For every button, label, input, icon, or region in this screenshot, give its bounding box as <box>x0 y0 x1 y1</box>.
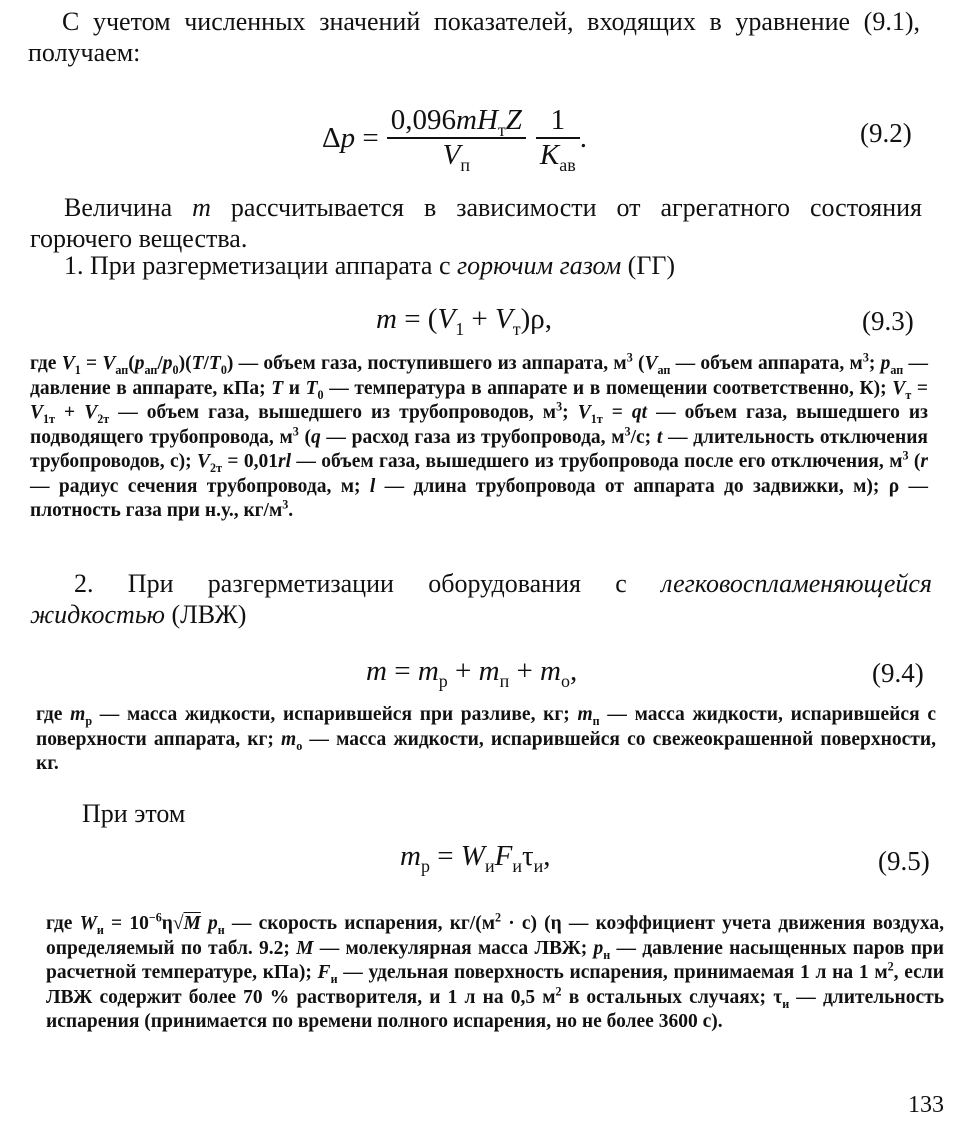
eq-9-2-fraction-kav <box>536 104 580 175</box>
equation-number-9-5: (9.5) <box>878 846 930 876</box>
eq-9-2-fraction-main <box>387 104 526 175</box>
eq-9-2-lhs: Δp = <box>322 121 379 154</box>
page-number: 133 <box>908 1092 944 1118</box>
item-1-heading: 1. При разгерметизации аппарата с горючим газом (ГГ) <box>64 251 676 280</box>
equation-number-9-3: (9.3) <box>862 306 914 336</box>
note-9-3-definitions: где $V_1 = V_{ап}(p_{ап}/p_0)(T/T_0)$ — объем газа, поступившего из аппарата, $м^3$ ($V_{ап}$ — объем аппарата, $м^3$; $p_{ап}$ — давление в аппарате, кПа; T и $T_0$ — температура в аппарате и в помещении соответственно, К); $V_т = V_{1т} + V_{2т}$ — объем газа, вышедшего из трубопроводов, $м^3$; $V_{1т}$ = qt — объем газа, вышедшего из подводящего трубопровода, $м^3$ (q — расход газа из трубопровода, $м^3/с$; t — длительность отключения трубопроводов, с); $V_{2т} = 0,01rl$ — объем газа, вышедшего из трубопровода после его отключения, $м^3$ (r — радиус сечения трубопровода, м; l — длина трубопровода от аппарата до задвижки, м); ρ — плотность газа при н.у., $кг/м^3$. <box>30 350 929 521</box>
note-9-4-definitions: где $m_р$ — масса жидкости, испарившейся при разливе, кг; $m_п$ — масса жидкости, испарившейся с поверхности аппарата, кг; $m_о$ — масса жидкости, испарившейся со свежеокрашенной поверхности, кг. <box>36 704 936 774</box>
eq-9-2-denominator-2: $K_{ав}$ <box>539 139 576 175</box>
note-9-5-definitions: где $W_и = 10^{-6}\eta√M$ $p_н$ — скорость испарения, $кг/(м^2 \cdot с)$ (η — коэффициент учета движения воздуха, определяемый по табл. 9.2; M — молекулярная масса ЛВЖ; $p_н$ — давление насыщенных паров при расчетной температуре, кПа); $F_и$ — удельная поверхность испарения, принимаемая 1 л на 1 $м^2$, если ЛВЖ содержит более 70 % растворителя, и 1 л на 0,5 $м^2$ в остальных случаях; $\tau_и$ — длительность испарения (принимается по времени полного испарения, но не более 3600 с). <box>46 910 945 1032</box>
equation-9-4: $m = m_р + m_п + m_о$, <box>366 655 578 691</box>
intro-paragraph: С учетом численных значений показателей, входящих в уравнение (9.1), получаем: <box>28 7 920 67</box>
equation-9-2 <box>322 98 587 178</box>
equation-9-5: $m_р = W_иF_и\tau_и$, <box>400 840 551 876</box>
paragraph-pri-etom: При этом <box>82 799 186 828</box>
eq-9-2-numerator: $0,096mH_тZ$ <box>387 104 526 139</box>
paragraph-m-calculation: Величина m рассчитывается в зависимости от агрегатного состояния горючего вещества. <box>30 193 922 253</box>
equation-9-3: $m = (V_1 + V_т)\rho$, <box>376 303 552 339</box>
eq-9-2-denominator: $V_п$ <box>442 139 470 175</box>
eq-9-2-numerator-2: 1 <box>536 104 580 139</box>
equation-number-9-2: (9.2) <box>860 118 912 148</box>
item-2-heading: 2. При разгерметизации оборудования с легковоспламеняющейся жидкостью (ЛВЖ) <box>30 569 932 629</box>
equation-number-9-4: (9.4) <box>872 658 924 688</box>
eq-9-2-period: . <box>579 121 587 154</box>
